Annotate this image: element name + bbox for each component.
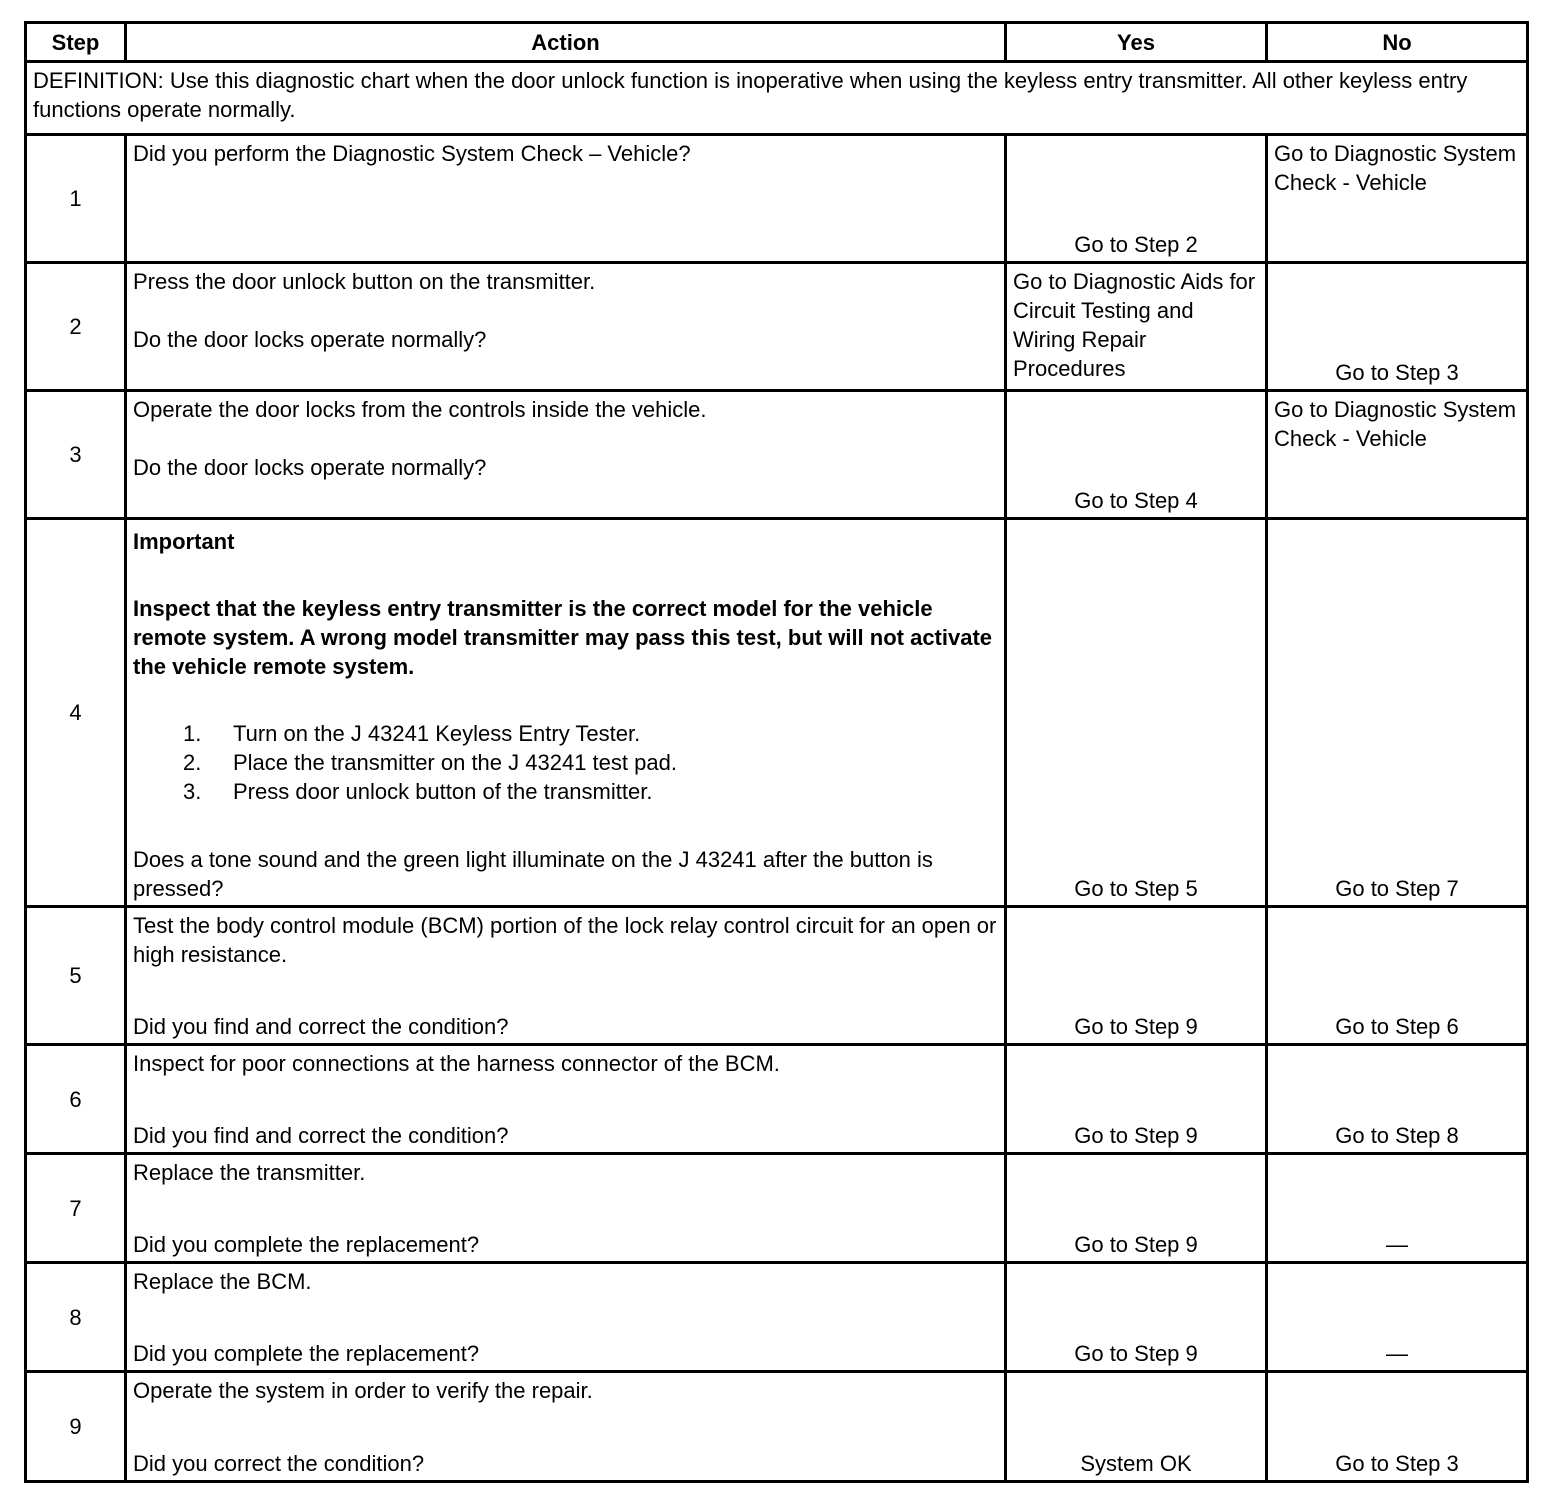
no-result: — [1386,1232,1408,1257]
yes-cell [1006,1154,1267,1263]
no-result: — [1386,1341,1408,1366]
action-text: Operate the system in order to verify the repair. [133,1378,593,1403]
no-result: Go to Diagnostic System Check - Vehicle [1274,141,1517,195]
action-text: Did you perform the Diagnostic System Check – Vehicle? [133,141,691,166]
action-cell [126,1045,1006,1154]
list-number: 2. [183,750,202,775]
no-result: Go to Step 3 [1335,360,1459,385]
important-text: Inspect that the keyless entry transmitter is the correct model for the vehicle remote system. A wrong model transmitter may pass this test, but will not activate the vehicle remote system. [133,596,993,679]
yes-result: System OK [1080,1451,1192,1476]
header-action: Action [126,23,1006,62]
list-text: Press door unlock button of the transmitter. [233,779,653,804]
step-number: 1 [26,135,126,263]
step-number: 7 [26,1154,126,1263]
procedure-list [133,719,998,806]
action-cell [126,519,1006,907]
no-result: Go to Step 6 [1335,1014,1459,1039]
action-cell [126,907,1006,1045]
no-result: Go to Step 8 [1335,1123,1459,1148]
action-question: Did you complete the replacement? [133,1341,480,1366]
table-row [26,263,1528,391]
yes-result: Go to Step 9 [1074,1014,1198,1039]
yes-result: Go to Step 2 [1074,232,1198,257]
action-text: Press the door unlock button on the transmitter. [133,269,596,294]
yes-cell [1006,263,1267,391]
action-question: Did you correct the condition? [133,1451,425,1476]
action-cell [126,391,1006,519]
step-number: 9 [26,1372,126,1482]
yes-cell [1006,391,1267,519]
list-item [133,719,998,748]
no-cell [1267,1154,1528,1263]
yes-result: Go to Step 9 [1074,1123,1198,1148]
action-cell [126,263,1006,391]
action-cell [126,1263,1006,1372]
list-number: 3. [183,779,202,804]
yes-cell [1006,1263,1267,1372]
table-row [26,907,1528,1045]
list-number: 1. [183,721,202,746]
list-text: Turn on the J 43241 Keyless Entry Tester. [233,721,641,746]
step-number: 8 [26,1263,126,1372]
action-cell [126,135,1006,263]
list-text: Place the transmitter on the J 43241 test pad. [233,750,677,775]
yes-result: Go to Diagnostic Aids for Circuit Testing and Wiring Repair Procedures [1013,269,1256,381]
action-text: Replace the BCM. [133,1269,312,1294]
action-text: Operate the door locks from the controls inside the vehicle. [133,397,707,422]
yes-result: Go to Step 9 [1074,1341,1198,1366]
action-question: Do the door locks operate normally? [133,327,487,352]
no-cell [1267,907,1528,1045]
definition-row [26,62,1528,135]
no-cell [1267,519,1528,907]
yes-cell [1006,519,1267,907]
action-cell [126,1372,1006,1482]
important-label: Important [133,529,235,554]
table-row [26,135,1528,263]
no-cell [1267,1263,1528,1372]
no-cell [1267,1045,1528,1154]
header-row [26,23,1528,62]
yes-cell [1006,135,1267,263]
no-cell [1267,135,1528,263]
header-yes: Yes [1006,23,1267,62]
definition-text: DEFINITION: Use this diagnostic chart when the door unlock function is inoperative when using the keyless entry transmitter. All other keyless entry functions operate normally. [26,62,1528,135]
yes-result: Go to Step 9 [1074,1232,1198,1257]
header-no: No [1267,23,1528,62]
yes-result: Go to Step 5 [1074,876,1198,901]
no-cell [1267,391,1528,519]
action-question: Did you find and correct the condition? [133,1123,509,1148]
step-number: 5 [26,907,126,1045]
step-number: 6 [26,1045,126,1154]
action-question: Did you complete the replacement? [133,1232,480,1257]
no-result: Go to Step 3 [1335,1451,1459,1476]
step-number: 4 [26,519,126,907]
yes-result: Go to Step 4 [1074,488,1198,513]
no-result: Go to Diagnostic System Check - Vehicle [1274,397,1517,451]
table-row [26,519,1528,907]
table-row [26,1154,1528,1263]
action-question: Did you find and correct the condition? [133,1014,509,1039]
action-text: Replace the transmitter. [133,1160,366,1185]
no-cell [1267,263,1528,391]
no-result: Go to Step 7 [1335,876,1459,901]
action-question: Do the door locks operate normally? [133,455,487,480]
table-row [26,1372,1528,1482]
step-number: 3 [26,391,126,519]
action-cell [126,1154,1006,1263]
action-text: Inspect for poor connections at the harness connector of the BCM. [133,1051,780,1076]
yes-cell [1006,1372,1267,1482]
table-row [26,391,1528,519]
no-cell [1267,1372,1528,1482]
yes-cell [1006,907,1267,1045]
action-question: Does a tone sound and the green light illuminate on the J 43241 after the button is pressed? [133,847,933,901]
action-text: Test the body control module (BCM) portion of the lock relay control circuit for an open or high resistance. [133,913,997,967]
list-item [133,777,998,806]
header-step: Step [26,23,126,62]
yes-cell [1006,1045,1267,1154]
list-item [133,748,998,777]
table-row [26,1263,1528,1372]
table-row [26,1045,1528,1154]
step-number: 2 [26,263,126,391]
diagnostic-table [24,21,1529,1483]
